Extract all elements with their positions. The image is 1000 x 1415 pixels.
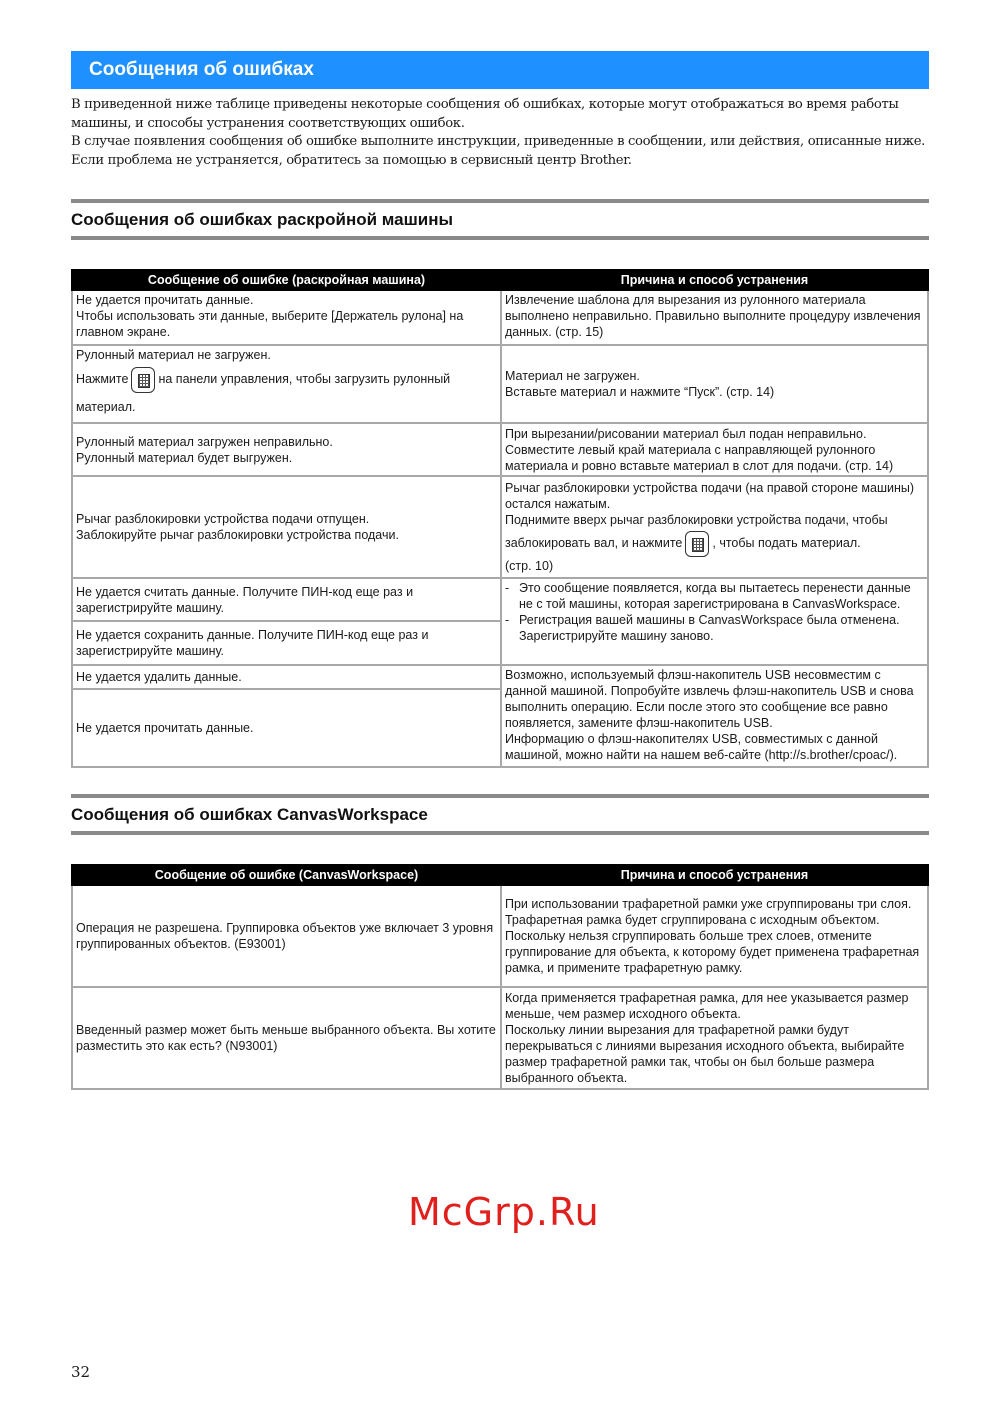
text: Рулонный материал загружен неправильно.: [76, 434, 333, 449]
column-header: Причина и способ устранения: [501, 270, 928, 290]
text: Поскольку линии вырезания для трафаретной рамки будут перекрываться с линиями вырезания исходного объекта, выбирайте размер трафаретной рамки так, чтобы он был больше размера выбранного объекта.: [505, 1023, 905, 1085]
error-message: [72, 689, 501, 767]
text: При использовании трафаретной рамки уже сгруппированы три слоя.: [505, 897, 912, 911]
text: Поднимите вверх рычаг разблокировки устройства подачи, чтобы: [505, 513, 888, 527]
error-message: [72, 290, 501, 345]
page-number: 32: [71, 1363, 91, 1381]
divider: [71, 831, 929, 835]
error-message: [72, 345, 501, 423]
intro-text: [71, 96, 931, 170]
column-header: Сообщение об ошибке (раскройная машина): [72, 270, 501, 290]
text: Рычаг разблокировки устройства подачи отпущен.: [76, 512, 370, 526]
table-header-row: [72, 270, 928, 290]
table-row: [72, 476, 928, 578]
text: Введенный размер может быть меньше выбранного объекта. Вы хотите разместить это как есть? (N93001): [76, 1023, 496, 1053]
table-row: [72, 578, 928, 621]
table-row: [72, 423, 928, 476]
spacer: [71, 768, 929, 794]
error-fix: [501, 290, 928, 345]
text: , чтобы подать материал.: [712, 536, 861, 550]
text: Нажмите: [76, 372, 129, 386]
banner-title: Сообщения об ошибках: [89, 59, 314, 80]
text: Информацию о флэш-накопителях USB, совместимых с данной машиной, можно найти на нашем веб-сайте (http://s.brother/cpoac/).: [505, 732, 898, 762]
intro-paragraph: В приведенной ниже таблице приведены некоторые сообщения об ошибках, которые могут отображаться во время работы машины, и способы устранения соответствующих ошибок.: [71, 97, 899, 131]
table-row: [72, 885, 928, 987]
cutting-machine-errors-table: [71, 269, 929, 768]
text: Трафаретная рамка будет сгруппирована с исходным объектом. Поскольку нельзя сгруппировать больше трех слоев, отмените группирование для объекта, к которому будет применена трафаретная рамка, и примените трафаретную рамку.: [505, 913, 920, 975]
content-flow: [71, 199, 929, 1090]
error-fix: [501, 885, 928, 987]
feed-button-icon: [131, 367, 155, 393]
divider: [71, 794, 929, 798]
text: Вставьте материал и нажмите “Пуск”. (стр. 14): [505, 385, 775, 399]
text: заблокировать вал, и нажмите: [505, 536, 683, 550]
watermark: McGrp.Ru: [408, 1190, 600, 1234]
section-title: Сообщения об ошибках CanvasWorkspace: [71, 805, 428, 824]
text: Не удается считать данные. Получите ПИН-код еще раз и зарегистрируйте машину.: [76, 584, 414, 615]
table-row: [72, 665, 928, 689]
text: Операция не разрешена. Группировка объектов уже включает 3 уровня группированных объектов. (E93001): [76, 921, 494, 951]
canvasworkspace-errors-table: [71, 864, 929, 1090]
text: Совместите левый край материала с направляющей рулонного материала и ровно вставьте материал в слот для подачи. (стр. 14): [505, 442, 894, 473]
divider: [71, 199, 929, 203]
error-message: [72, 665, 501, 689]
error-message: [72, 621, 501, 665]
error-fix: [501, 476, 928, 578]
text: Не удается удалить данные.: [76, 670, 242, 684]
error-fix: [501, 345, 928, 423]
text: Материал не загружен.: [505, 369, 640, 383]
error-fix: [501, 423, 928, 476]
list-item: - Регистрация вашей машины в CanvasWorkspace была отменена. Зарегистрируйте машину заново.: [519, 612, 924, 644]
error-message: [72, 885, 501, 987]
text: Не удается сохранить данные. Получите ПИН-код еще раз и зарегистрируйте машину.: [76, 628, 429, 658]
text: Рулонный материал будет выгружен.: [76, 450, 293, 465]
text: (стр. 10): [505, 559, 554, 573]
text: Рулонный материал не загружен.: [76, 348, 271, 362]
error-message: [72, 578, 501, 621]
column-header: Причина и способ устранения: [501, 865, 928, 885]
table-row: [72, 345, 928, 423]
table-header-row: [72, 865, 928, 885]
text: Не удается прочитать данные.: [76, 721, 254, 735]
text: При вырезании/рисовании материал был подан неправильно.: [505, 426, 867, 441]
list-item: - Это сообщение появляется, когда вы пытаетесь перенести данные не с той машины, которая зарегистрирована в CanvasWorkspace.: [519, 580, 924, 612]
error-message: [72, 423, 501, 476]
error-message: [72, 476, 501, 578]
text: Когда применяется трафаретная рамка, для нее указывается размер меньше, чем размер исходного объекта.: [505, 991, 909, 1021]
table-row: [72, 987, 928, 1089]
error-fix: [501, 578, 928, 665]
text: Рычаг разблокировки устройства подачи (на правой стороне машины) остался нажатым.: [505, 481, 915, 511]
intro-paragraph: В случае появления сообщения об ошибке выполните инструкции, приведенные в сообщении, или действия, описанные ниже. Если проблема не устраняется, обратитесь за помощью в сервисный центр Brother.: [71, 134, 926, 168]
table-row: [72, 290, 928, 345]
column-header: Сообщение об ошибке (CanvasWorkspace): [72, 865, 501, 885]
error-message: [72, 987, 501, 1089]
error-fix: [501, 987, 928, 1089]
text: Не удается прочитать данные.: [76, 293, 254, 307]
section-title: Сообщения об ошибках раскройной машины: [71, 210, 454, 229]
divider: [71, 236, 929, 240]
text: Чтобы использовать эти данные, выберите [Держатель рулона] на главном экране.: [76, 309, 464, 339]
text: Возможно, используемый флэш-накопитель USB несовместим с данной машиной. Попробуйте извлечь флэш-накопитель USB и снова выполнить операцию. Если после этого это сообщение все равно появляется, замените флэш-накопитель USB.: [505, 668, 914, 730]
text: Заблокируйте рычаг разблокировки устройства подачи.: [76, 528, 399, 542]
text: Извлечение шаблона для вырезания из рулонного материала выполнено неправильно. Правильно выполните процедуру извлечения данных. (стр. 15): [505, 293, 921, 339]
error-fix: [501, 665, 928, 767]
feed-button-icon: [685, 531, 709, 557]
text: на панели управления, чтобы загрузить рулонный материал.: [76, 372, 451, 414]
page-banner: [71, 51, 929, 89]
